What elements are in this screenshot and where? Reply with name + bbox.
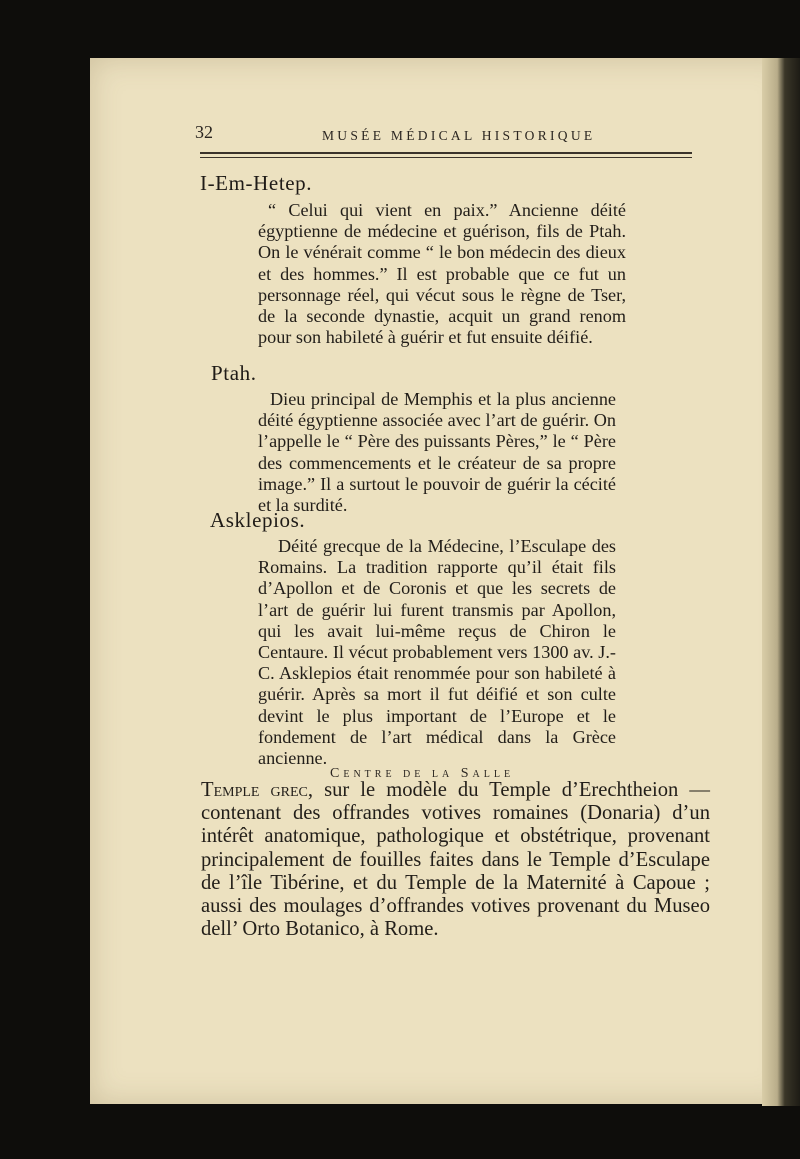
entry-title-ptah: Ptah. xyxy=(211,361,257,385)
page-edge xyxy=(762,58,800,1106)
section-title: Centre de la Salle xyxy=(330,766,515,781)
header-rule-thin xyxy=(200,157,692,158)
temple-lead: Temple grec, xyxy=(201,779,314,801)
entry-title-asklepios: Asklepios. xyxy=(210,508,306,532)
entry-text-asklepios: Déité grecque de la Médecine, l’Esculape des Romains. La tradition rapporte qu’il était fils d’Apollon et de Coronis et que les secrets de l’art de guérir lui furent transmis par Apollon, qui les avait lui-même reçus de Chiron le Centaure. Il vécut probablement vers 1300 av. J.-C. Asklepios était renommée pour son habileté à guérir. Après sa mort il fut déifié et son culte devint le plus important de l’Europe et le fondement de l’art médical dans la Grèce ancienne. xyxy=(258,536,616,769)
header-rule xyxy=(200,152,692,154)
temple-text: sur le modèle du Temple d’Erechtheion — contenant des offrandes votives romaines (Donaria) d’un intérêt anatomique, pathologique et obstétrique, provenant principalement de fouilles faites dans le Temple d’Esculape de l’île Tibérine, et du Temple de la Maternité à Capoue ; aussi des moulages d’offrandes votives provenant du Museo dell’ Orto Botanico, à Rome. xyxy=(201,779,710,941)
running-head: MUSÉE MÉDICAL HISTORIQUE xyxy=(322,128,596,143)
page-number: 32 xyxy=(195,122,213,142)
entry-text-imhotep: “ Celui qui vient en paix.” Ancienne déité égyptienne de médecine et guérison, fils de Ptah. On le vénérait comme “ le bon médecin des dieux et des hommes.” Il est probable que ce fut un personnage réel, qui vécut sous le règne de Tser, de la seconde dynastie, acquit un grand renom pour son habileté à guérir et fut ensuite déifié. xyxy=(258,200,626,348)
entry-title-imhotep: I-Em-Hetep. xyxy=(200,171,313,195)
temple-paragraph xyxy=(201,779,710,941)
entry-text-ptah: Dieu principal de Memphis et la plus ancienne déité égyptienne associée avec l’art de guérir. On l’appelle le “ Père des puissants Pères,” le “ Père des commencements et le créateur de sa propre image.” Il a surtout le pouvoir de guérir la cécité et la surdité. xyxy=(258,389,616,516)
